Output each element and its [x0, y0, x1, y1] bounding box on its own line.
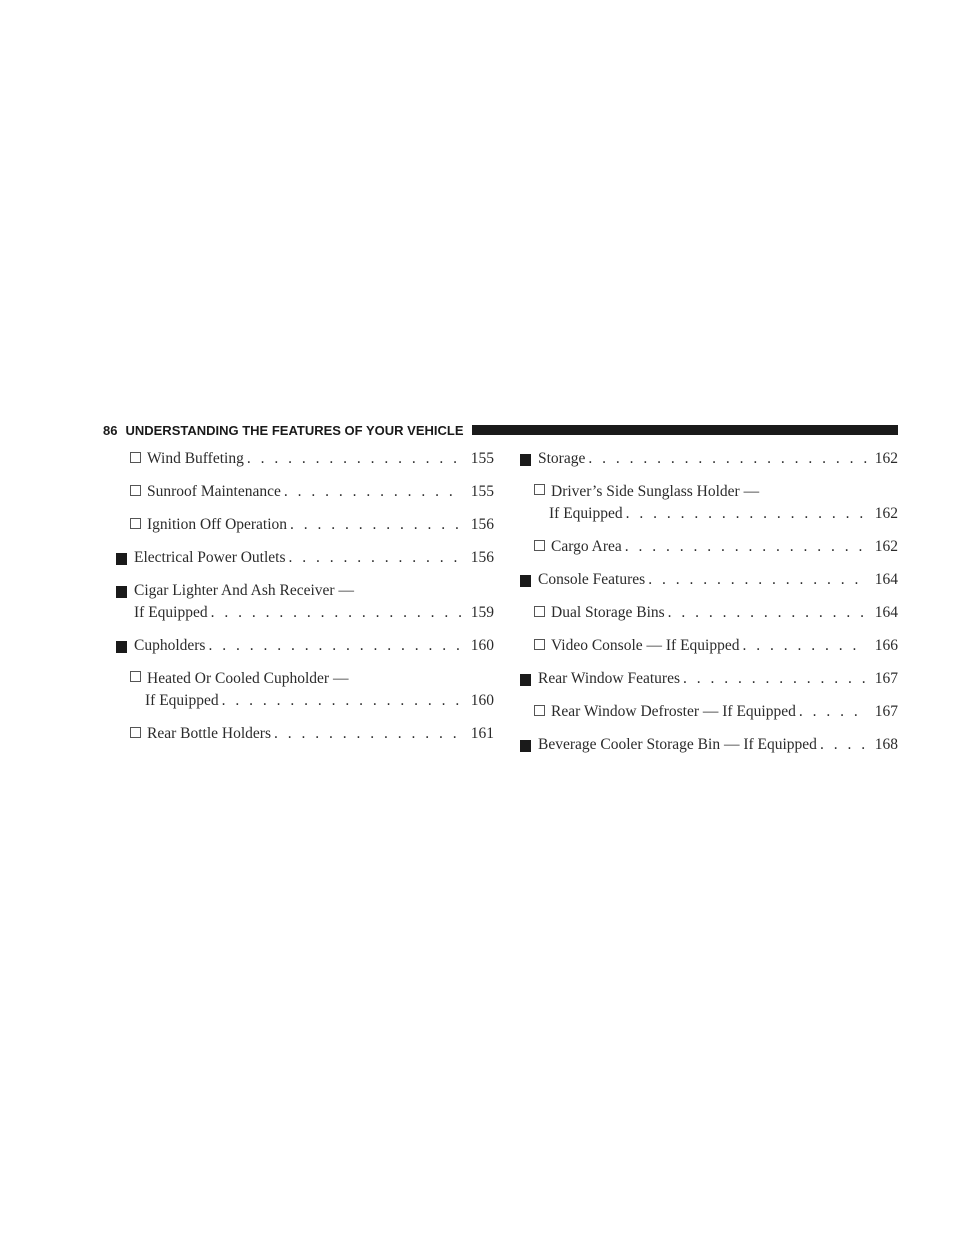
toc-page-number: 167	[874, 670, 898, 687]
square-bullet-icon	[520, 575, 531, 587]
hollow-square-bullet-icon	[130, 452, 141, 463]
dot-leader	[286, 547, 463, 569]
toc-entry[interactable]	[520, 448, 898, 470]
toc-entry-label: Video Console — If Equipped	[551, 637, 740, 654]
toc-entry-label: Wind Buffeting	[147, 450, 244, 467]
toc-subentry[interactable]	[116, 481, 494, 503]
toc-entry-label: Rear Window Features	[538, 670, 680, 687]
toc-entry[interactable]	[520, 569, 898, 591]
toc-page-number: 167	[874, 703, 898, 720]
toc-page-number: 168	[874, 736, 898, 753]
square-bullet-icon	[520, 674, 531, 686]
square-bullet-icon	[116, 553, 127, 565]
dot-leader	[623, 503, 867, 525]
dot-leader	[208, 602, 463, 624]
toc-entry-label: Cargo Area	[551, 538, 622, 555]
toc-subentry[interactable]	[116, 514, 494, 536]
toc-subentry[interactable]	[116, 668, 494, 712]
toc-page-number: 164	[874, 571, 898, 588]
toc-entry-label: Cigar Lighter And Ash Receiver —	[134, 582, 354, 599]
dot-leader	[585, 448, 866, 470]
toc-page-number: 159	[470, 604, 494, 621]
dot-leader	[205, 635, 462, 657]
toc-entry[interactable]	[116, 547, 494, 569]
toc-entry-label: If Equipped	[145, 692, 219, 709]
toc-subentry[interactable]	[520, 536, 898, 558]
section-title: UNDERSTANDING THE FEATURES OF YOUR VEHICLE	[125, 422, 464, 438]
square-bullet-icon	[116, 586, 127, 598]
header-rule	[472, 425, 899, 435]
hollow-square-bullet-icon	[534, 639, 545, 650]
toc-entry-label: Rear Window Defroster — If Equipped	[551, 703, 796, 720]
dot-leader	[680, 668, 867, 690]
dot-leader	[219, 690, 463, 712]
toc-entry-label: Beverage Cooler Storage Bin — If Equipped	[538, 736, 817, 753]
toc-entry-label: Heated Or Cooled Cupholder —	[147, 670, 349, 687]
toc-entry-label: Cupholders	[134, 637, 206, 654]
toc-subentry[interactable]	[520, 701, 898, 723]
toc-entry-label: Sunroof Maintenance	[147, 483, 281, 500]
square-bullet-icon	[116, 641, 127, 653]
toc-page-number: 162	[874, 450, 898, 467]
toc-page-number: 166	[874, 637, 898, 654]
toc-page-number: 156	[470, 549, 494, 566]
toc-entry-label: If Equipped	[549, 505, 623, 522]
hollow-square-bullet-icon	[534, 540, 545, 551]
dot-leader	[665, 602, 867, 624]
toc-entry-label: Electrical Power Outlets	[134, 549, 286, 566]
toc-entry[interactable]	[116, 580, 494, 624]
toc-entry[interactable]	[520, 734, 898, 756]
dot-leader	[796, 701, 867, 723]
toc-entry-label: Ignition Off Operation	[147, 516, 288, 533]
hollow-square-bullet-icon	[534, 484, 545, 495]
dot-leader	[287, 514, 463, 536]
toc-subentry[interactable]	[520, 602, 898, 624]
toc-entry-label: Driver’s Side Sunglass Holder —	[551, 483, 760, 500]
hollow-square-bullet-icon	[534, 705, 545, 716]
dot-leader	[739, 635, 866, 657]
dot-leader	[281, 481, 463, 503]
toc-subentry[interactable]	[520, 635, 898, 657]
toc-left-column	[116, 448, 494, 756]
toc-entry-label: If Equipped	[134, 604, 208, 621]
toc-page-number: 155	[470, 483, 494, 500]
toc-subentry[interactable]	[116, 723, 494, 745]
toc-entry[interactable]	[520, 668, 898, 690]
dot-leader	[622, 536, 867, 558]
page-header	[103, 420, 898, 440]
toc-page-number: 160	[470, 637, 494, 654]
hollow-square-bullet-icon	[534, 606, 545, 617]
square-bullet-icon	[520, 740, 531, 752]
toc-entry-label: Storage	[538, 450, 586, 467]
toc-page-number: 162	[874, 538, 898, 555]
dot-leader	[817, 734, 867, 756]
dot-leader	[244, 448, 463, 470]
hollow-square-bullet-icon	[130, 727, 141, 738]
dot-leader	[271, 723, 463, 745]
toc-page-number: 160	[470, 692, 494, 709]
toc-page-number: 164	[874, 604, 898, 621]
toc-subentry[interactable]	[116, 448, 494, 470]
toc-page-number: 156	[470, 516, 494, 533]
toc-right-column	[520, 448, 898, 767]
toc-entry-label: Rear Bottle Holders	[147, 725, 271, 742]
hollow-square-bullet-icon	[130, 671, 141, 682]
toc-entry[interactable]	[116, 635, 494, 657]
toc-entry-label: Console Features	[538, 571, 646, 588]
toc-page-number: 155	[470, 450, 494, 467]
toc-entry-label: Dual Storage Bins	[551, 604, 665, 621]
toc-page-number: 161	[470, 725, 494, 742]
hollow-square-bullet-icon	[130, 518, 141, 529]
toc-subentry[interactable]	[520, 481, 898, 525]
dot-leader	[645, 569, 867, 591]
page-number: 86	[103, 422, 118, 438]
hollow-square-bullet-icon	[130, 485, 141, 496]
toc-page-number: 162	[874, 505, 898, 522]
square-bullet-icon	[520, 454, 531, 466]
